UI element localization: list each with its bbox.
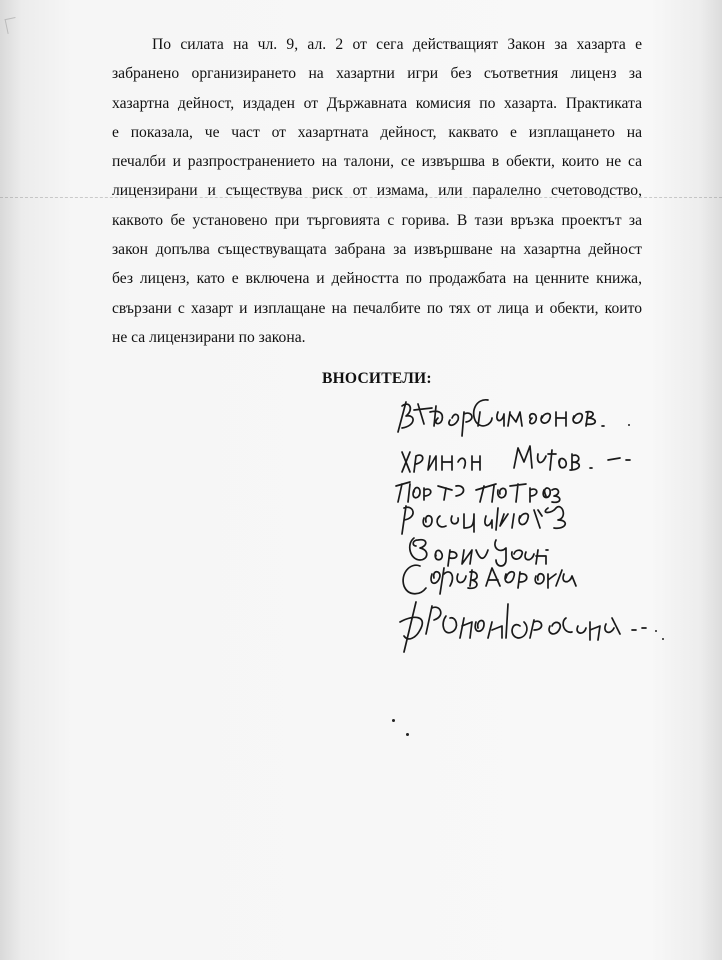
paragraph-line: свързани с хазарт и изплащане на печалбите по тях от лица и обекти, които xyxy=(112,299,642,317)
handwritten-signatures xyxy=(380,390,670,690)
signature-5 xyxy=(410,538,548,566)
paragraph-line: печалби и разпространението на талони, се извършва в обекти, които не са xyxy=(112,153,642,171)
paragraph-line: е показала, че част от хазартната дейност, каквато е изплащането на xyxy=(112,123,642,141)
paper-fold-line xyxy=(0,197,722,198)
stray-ink-dot xyxy=(392,719,395,722)
stray-ink-dot xyxy=(662,638,664,640)
paragraph-line: лицензирани и съществува риск от измама, или паралелно счетоводство, xyxy=(112,182,642,200)
stray-ink-dot xyxy=(628,424,630,426)
signature-7 xyxy=(400,602,646,652)
paragraph-line: хазартна дейност, издаден от Държавната комисия по хазарта. Практиката xyxy=(112,94,642,112)
paragraph-line: забранено организирането на хазартни игри без съответния лиценз за xyxy=(112,65,642,83)
signature-6 xyxy=(403,565,576,594)
signature-4 xyxy=(402,506,565,534)
signature-3 xyxy=(396,482,560,502)
paragraph-line: закон допълва съществуващата забрана за извършване на хазартна дейност xyxy=(112,241,642,259)
paragraph-line: не са лицензирани по закона. xyxy=(112,328,306,346)
body-paragraph xyxy=(112,30,642,352)
signature-2 xyxy=(402,446,630,472)
stray-ink-dot xyxy=(655,630,657,632)
signature-1 xyxy=(398,400,604,436)
paragraph-line: без лиценз, като е включена и дейността по продажбата на ценните книжа, xyxy=(112,270,642,288)
paragraph-line: каквото бе установено при търговията с горива. В тази връзка проектът за xyxy=(112,211,642,229)
page-corner-mark xyxy=(5,17,19,34)
stray-ink-dot xyxy=(406,733,409,736)
paragraph-line: По силата на чл. 9, ал. 2 от сега действащият Закон за хазарта е xyxy=(152,36,642,53)
submitters-heading: ВНОСИТЕЛИ: xyxy=(322,370,432,387)
